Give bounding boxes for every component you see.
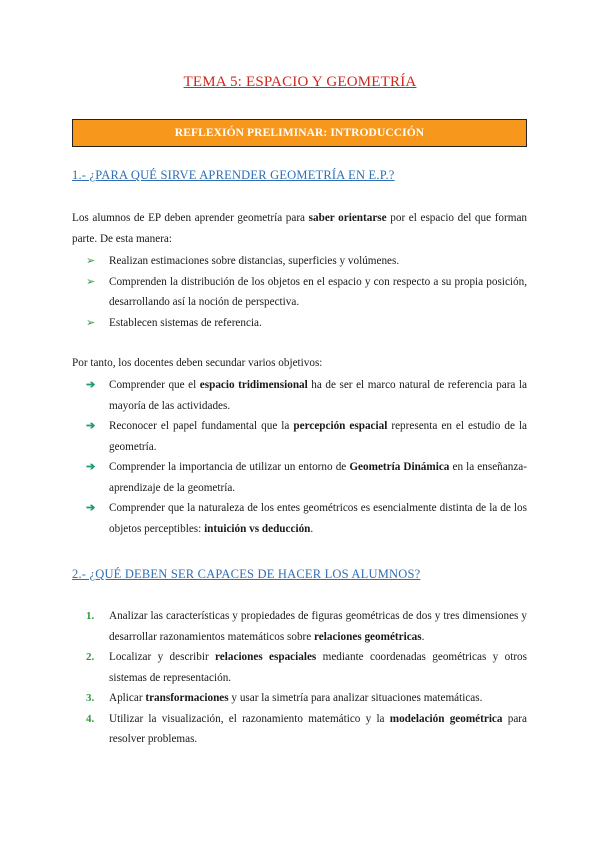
list-item (86, 313, 527, 334)
arrowhead-bullet-icon: ➢ (86, 275, 96, 288)
list-item (86, 688, 527, 709)
section-1-intro (72, 208, 527, 250)
bullet-text: Establecen sistemas de referencia. (109, 316, 262, 329)
section-2-heading: 2.- ¿QUÉ DEBEN SER CAPACES DE HACER LOS ALUMNOS? (72, 567, 421, 581)
list-item (86, 606, 527, 647)
item-number: 3. (86, 692, 95, 704)
item-bold: modelación geométrica (389, 712, 503, 725)
item-number: 4. (86, 712, 95, 725)
list-item (86, 416, 527, 457)
objectives-intro: Por tanto, los docentes deben secundar varios objetivos: (72, 357, 323, 369)
objective-text-end: representa en el estudio de la geometría. (109, 420, 528, 453)
list-item (86, 647, 527, 688)
intro-text-end: por el espacio del que forman parte. De esta manera: (72, 212, 528, 245)
item-text: Utilizar la visualización, el razonamiento matemático y la (109, 712, 390, 725)
item-number: 2. (86, 651, 95, 663)
arrow-right-icon: ➔ (86, 502, 96, 514)
bullet-text: Realizan estimaciones sobre distancias, superficies y volúmenes. (109, 255, 400, 267)
section-2-numbered-list (86, 606, 527, 750)
section-banner (72, 119, 527, 147)
item-bold: relaciones geométricas (314, 630, 422, 643)
bullet-text: Comprenden la distribución de los objetos en el espacio y con respecto a su propia posición, desarrollando así la noción de perspectiva. (109, 275, 527, 308)
section-1-bullets (86, 251, 527, 333)
arrowhead-bullet-icon: ➢ (86, 316, 96, 329)
item-text-end: y usar la simetría para analizar situaciones matemáticas. (228, 692, 483, 704)
list-item (86, 251, 527, 272)
objective-text: Comprender la importancia de utilizar un entorno de (109, 461, 350, 473)
banner-text: REFLEXIÓN PRELIMINAR: INTRODUCCIÓN (174, 127, 425, 139)
item-text: Analizar las características y propiedades de figuras geométricas de dos y tres dimensiones y desarrollar razonamientos matemáticos sobre (109, 610, 527, 643)
objective-text-end: en la enseñanza-aprendizaje de la geometría. (109, 461, 527, 494)
intro-bold: saber orientarse (308, 212, 387, 224)
list-item (86, 709, 527, 750)
arrowhead-bullet-icon: ➢ (86, 255, 96, 267)
objective-bold: intuición vs deducción (204, 522, 311, 535)
objective-text: Comprender que el (109, 379, 200, 391)
page-title: TEMA 5: ESPACIO Y GEOMETRÍA (183, 74, 417, 90)
list-item (86, 457, 527, 498)
objective-text: Reconocer el papel fundamental que la (109, 420, 294, 432)
arrow-right-icon: ➔ (86, 420, 96, 432)
objectives-list (86, 375, 527, 539)
item-number: 1. (86, 610, 95, 622)
item-text-end: mediante coordenadas geométricas y otros sistemas de representación. (109, 651, 527, 684)
item-text-end: para resolver problemas. (109, 712, 527, 745)
intro-text: Los alumnos de EP deben aprender geometría para (72, 212, 309, 224)
item-bold: relaciones espaciales (215, 651, 317, 663)
objective-text-end: . (310, 522, 314, 535)
list-item (86, 375, 527, 416)
objective-text-end: ha de ser el marco natural de referencia para la mayoría de las actividades. (109, 379, 528, 412)
item-text-end: . (421, 630, 425, 643)
arrow-right-icon: ➔ (86, 461, 96, 473)
item-bold: transformaciones (145, 692, 229, 704)
arrow-right-icon: ➔ (86, 379, 96, 391)
section-1-heading: 1.- ¿PARA QUÉ SIRVE APRENDER GEOMETRÍA EN E.P.? (72, 168, 395, 182)
objective-bold: Geometría Dinámica (349, 461, 450, 473)
list-item (86, 498, 527, 539)
list-item (86, 272, 527, 313)
objective-text: Comprender que la naturaleza de los entes geométricos es esencialmente distinta de la de los objetos perceptibles: (109, 502, 527, 535)
item-text: Aplicar (109, 692, 146, 704)
objective-bold: espacio tridimensional (199, 379, 308, 391)
objective-bold: percepción espacial (293, 420, 388, 432)
item-text: Localizar y describir (109, 651, 216, 663)
